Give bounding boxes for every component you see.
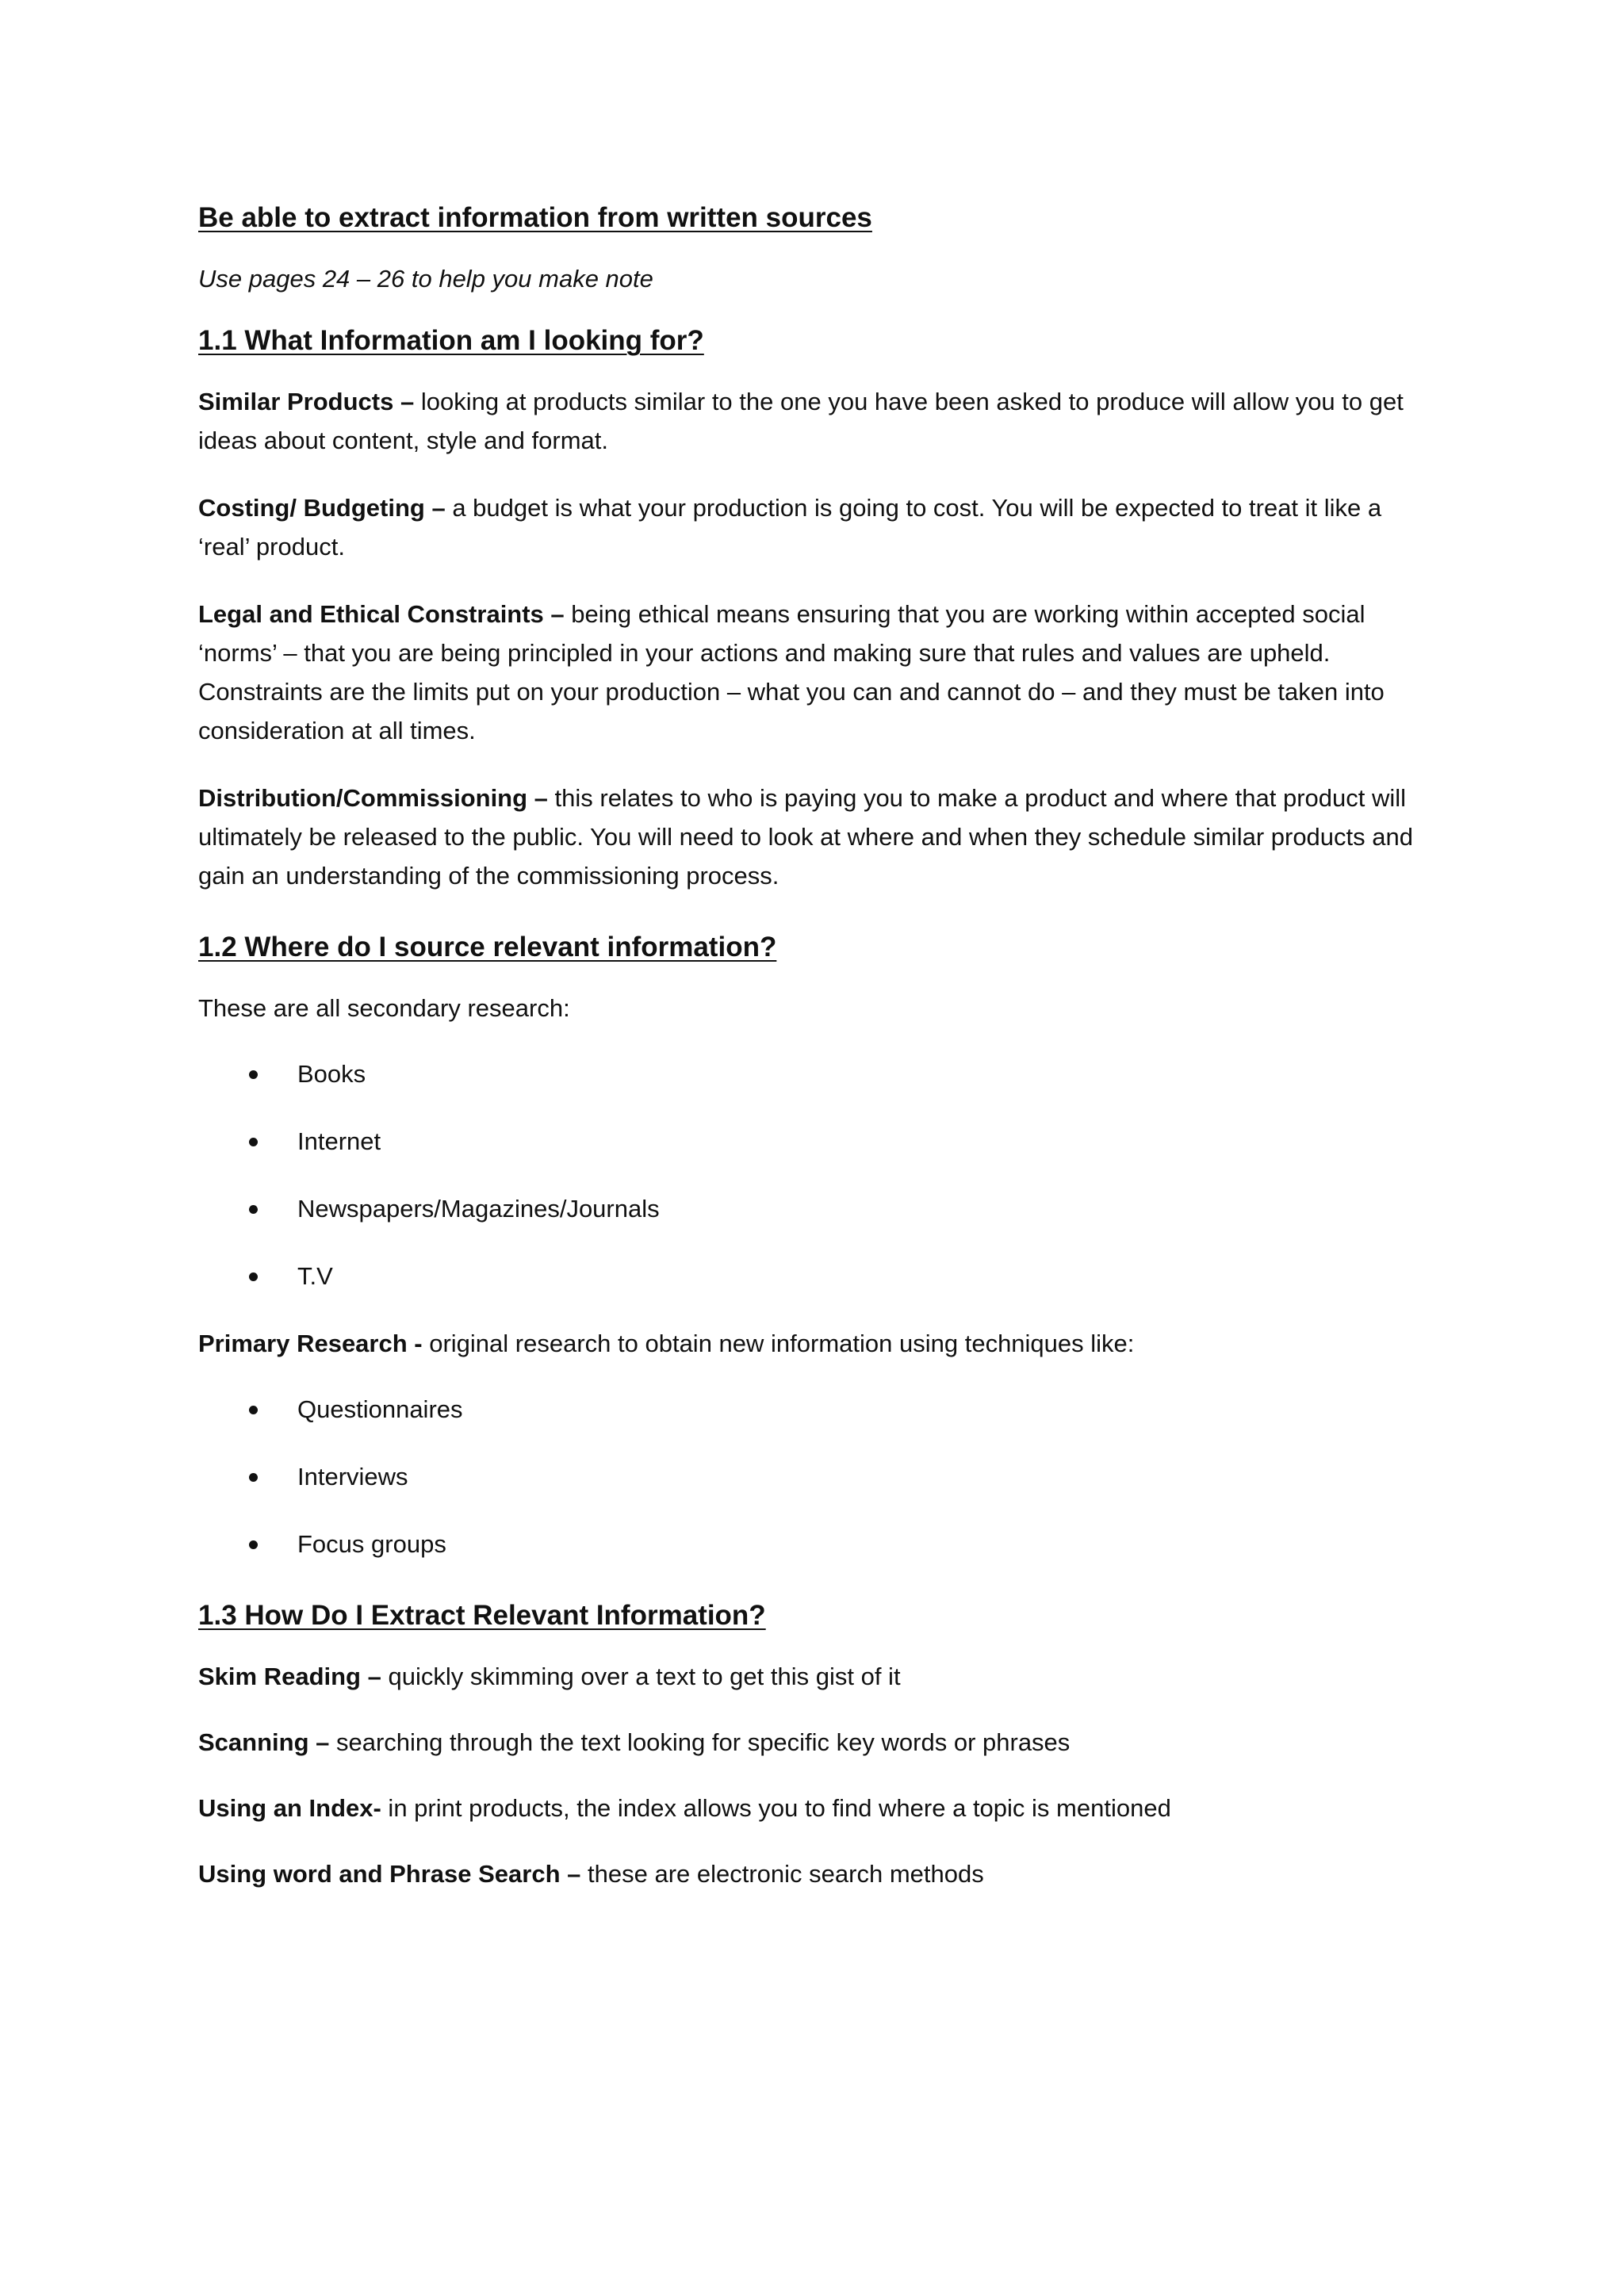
term-text: these are electronic search methods — [580, 1860, 984, 1888]
secondary-research-intro: These are all secondary research: — [198, 994, 570, 1022]
paragraph-legal-ethical — [198, 595, 1435, 750]
paragraph-distribution — [198, 779, 1435, 895]
primary-research-list — [198, 1390, 1435, 1563]
bullet-icon — [249, 1138, 258, 1146]
list-item: T.V — [198, 1257, 1435, 1295]
paragraph-skim-reading — [198, 1657, 1435, 1696]
paragraph-phrase-search — [198, 1854, 1435, 1893]
term-label: Legal and Ethical Constraints – — [198, 600, 565, 628]
bullet-icon — [249, 1540, 258, 1549]
list-item: Questionnaires — [198, 1390, 1435, 1429]
term-label: Similar Products – — [198, 388, 415, 415]
list-item: Focus groups — [198, 1525, 1435, 1563]
term-text: this relates to who is paying you to make a product and where that product will ultimately be released to the public. You will need to look at where and when they schedule similar products and gain an understanding of the commissioning process. — [198, 784, 1413, 890]
bullet-icon — [249, 1205, 258, 1214]
list-item: Internet — [198, 1122, 1435, 1161]
term-text: in print products, the index allows you to find where a topic is mentioned — [381, 1794, 1171, 1822]
term-label: Using an Index- — [198, 1794, 381, 1822]
term-text: a budget is what your production is going to cost. You will be expected to treat it like a ‘real’ product. — [198, 494, 1382, 561]
list-item: Newspapers/Magazines/Journals — [198, 1189, 1435, 1228]
term-label: Using word and Phrase Search – — [198, 1860, 581, 1888]
document-title: Be able to extract information from written sources — [198, 202, 872, 233]
term-label: Costing/ Budgeting – — [198, 494, 446, 522]
document-subtitle: Use pages 24 – 26 to help you make note — [198, 265, 653, 293]
section-heading-1-2: 1.2 Where do I source relevant information? — [198, 932, 777, 962]
term-label: Distribution/Commissioning – — [198, 784, 548, 812]
paragraph-scanning — [198, 1723, 1435, 1762]
term-text: searching through the text looking for specific key words or phrases — [329, 1728, 1071, 1756]
bullet-icon — [249, 1272, 258, 1281]
list-item: Books — [198, 1054, 1435, 1093]
term-label: Skim Reading – — [198, 1663, 381, 1690]
term-text: original research to obtain new information using techniques like: — [422, 1330, 1135, 1357]
list-item: Interviews — [198, 1457, 1435, 1496]
bullet-icon — [249, 1473, 258, 1482]
section-heading-1-1: 1.1 What Information am I looking for? — [198, 325, 704, 356]
paragraph-similar-products — [198, 382, 1435, 460]
primary-research-paragraph — [198, 1324, 1435, 1363]
bullet-icon — [249, 1070, 258, 1079]
term-label: Primary Research - — [198, 1330, 423, 1357]
term-text: looking at products similar to the one you have been asked to produce will allow you to get ideas about content, style and format. — [198, 388, 1404, 454]
secondary-research-list — [198, 1054, 1435, 1295]
bullet-icon — [249, 1406, 258, 1414]
paragraph-costing-budgeting — [198, 488, 1435, 566]
term-text: being ethical means ensuring that you are working within accepted social ‘norms’ – that you are being principled in your actions and making sure that rules and values are upheld. Constraints are the limits put on your production – what you can and cannot do – and they must be taken into consideration at all times. — [198, 600, 1385, 744]
term-label: Scanning – — [198, 1728, 330, 1756]
section-heading-1-3: 1.3 How Do I Extract Relevant Information? — [198, 1600, 766, 1631]
term-text: quickly skimming over a text to get this gist of it — [381, 1663, 901, 1690]
paragraph-using-index — [198, 1789, 1435, 1827]
document-page — [198, 194, 1435, 1920]
